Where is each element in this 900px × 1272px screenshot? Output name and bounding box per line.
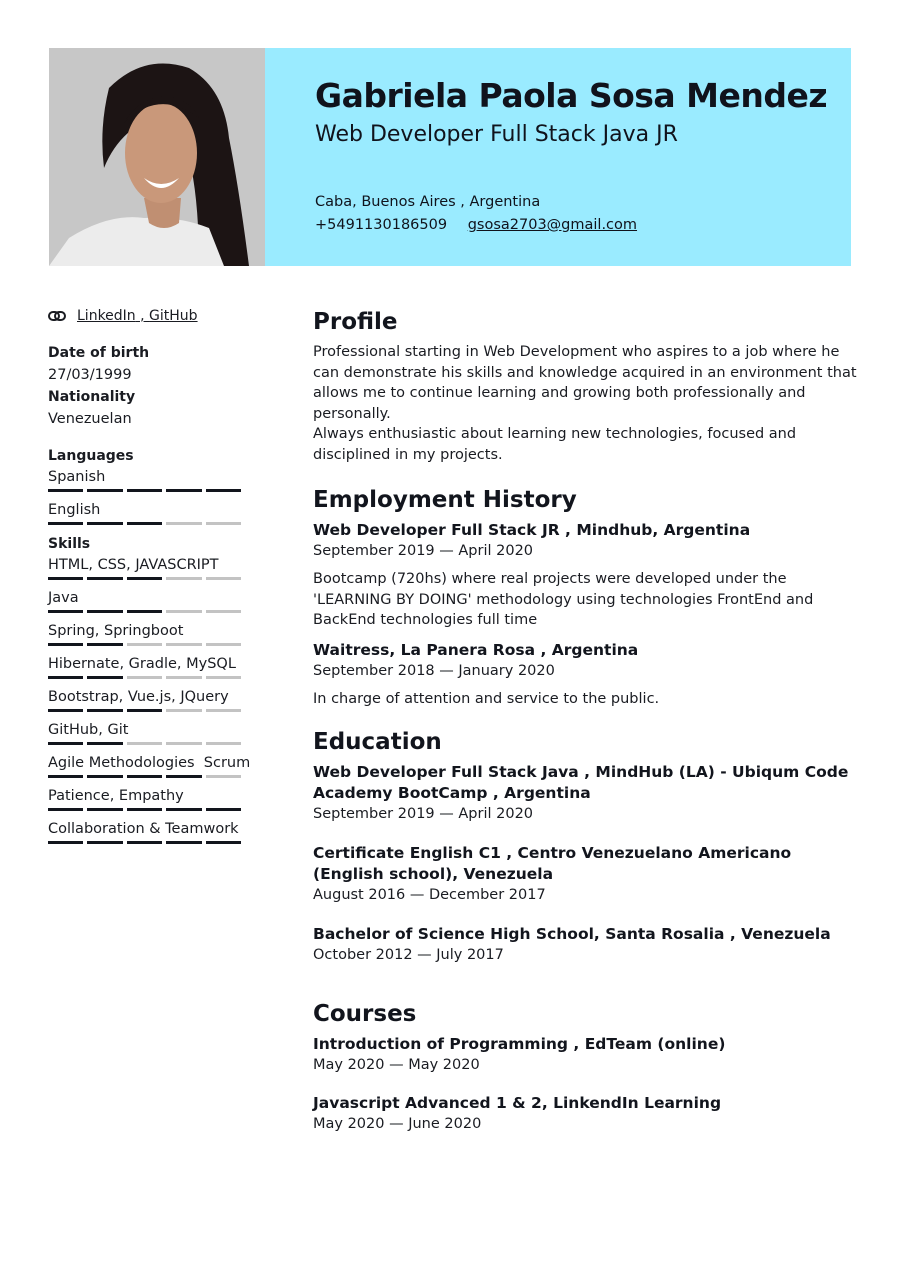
level-segment [48, 643, 83, 646]
level-segment [48, 742, 83, 745]
level-segment [206, 643, 241, 646]
email-link[interactable]: gsosa2703@gmail.com [467, 217, 638, 233]
skill-name: Patience, Empathy [48, 788, 184, 804]
profile-photo [49, 48, 265, 266]
nationality-label: Nationality [48, 389, 136, 405]
level-segment [127, 522, 162, 525]
course-title: Javascript Advanced 1 & 2, LinkendIn Learning [313, 1094, 722, 1112]
linkedin-link[interactable]: LinkedIn [77, 308, 136, 324]
level-segment [127, 489, 162, 492]
level-segment [166, 643, 201, 646]
job-date: September 2019 — April 2020 [313, 543, 534, 559]
level-segment [48, 709, 83, 712]
skill-name: Bootstrap, Vue.js, JQuery [48, 689, 229, 705]
sidebar [48, 306, 251, 853]
skill-name: Agile Methodologies Scrum [48, 755, 251, 771]
level-segment [87, 808, 122, 811]
level-segment [87, 577, 122, 580]
languages-list [48, 468, 243, 525]
level-segment [48, 676, 83, 679]
employment-heading: Employment History [313, 487, 577, 513]
github-link[interactable]: GitHub [149, 308, 198, 324]
skill-level-bar [48, 643, 243, 646]
contact-line [315, 217, 637, 233]
level-segment [206, 775, 241, 778]
level-segment [48, 808, 83, 811]
level-segment [127, 610, 162, 613]
level-segment [166, 709, 201, 712]
dob-label: Date of birth [48, 345, 150, 361]
education-date: September 2019 — April 2020 [313, 806, 534, 822]
level-segment [127, 709, 162, 712]
profile-heading: Profile [313, 309, 398, 335]
dob-value: 27/03/1999 [48, 367, 132, 383]
level-segment [127, 643, 162, 646]
course-date: May 2020 — June 2020 [313, 1116, 482, 1132]
level-segment [87, 610, 122, 613]
courses-heading: Courses [313, 1001, 417, 1027]
level-segment [206, 808, 241, 811]
level-segment [166, 676, 201, 679]
level-segment [87, 709, 122, 712]
level-segment [48, 522, 83, 525]
level-segment [206, 709, 241, 712]
course-title: Introduction of Programming , EdTeam (online) [313, 1035, 726, 1053]
level-segment [48, 841, 83, 844]
job-date: September 2018 — January 2020 [313, 662, 555, 679]
level-segment [206, 489, 241, 492]
language-level-bar [48, 489, 243, 492]
level-segment [166, 841, 201, 844]
level-segment [166, 610, 201, 613]
skill-name: Spring, Springboot [48, 623, 184, 639]
level-segment [48, 489, 83, 492]
skill-level-bar [48, 610, 243, 613]
level-segment [127, 676, 162, 679]
education-title: Certificate English C1 , Centro Venezuelano Americano (English school), Venezuela [313, 844, 792, 883]
level-segment [127, 808, 162, 811]
header-banner [49, 48, 851, 266]
level-segment [87, 841, 122, 844]
level-segment [206, 841, 241, 844]
level-segment [166, 775, 201, 778]
job-description: In charge of attention and service to the public. [313, 690, 660, 707]
level-segment [206, 610, 241, 613]
level-segment [206, 742, 241, 745]
level-segment [48, 610, 83, 613]
link-separator: , [135, 308, 150, 324]
level-segment [166, 742, 201, 745]
level-segment [166, 577, 201, 580]
level-segment [87, 742, 122, 745]
level-segment [166, 808, 201, 811]
language-level-bar [48, 522, 243, 525]
education-date: October 2012 — July 2017 [313, 947, 504, 963]
job-title-entry: Waitress, La Panera Rosa , Argentina [313, 640, 639, 659]
skill-name: GitHub, Git [48, 722, 129, 738]
level-segment [87, 643, 122, 646]
level-segment [87, 522, 122, 525]
level-segment [127, 775, 162, 778]
level-segment [127, 742, 162, 745]
education-title: Bachelor of Science High School, Santa Rosalia , Venezuela [313, 925, 831, 943]
education-date: August 2016 — December 2017 [313, 887, 546, 903]
job-description: Bootcamp (720hs) where real projects were developed under the 'LEARNING BY DOING' methodology using technologies FrontEnd and BackEnd technologies full time [313, 571, 814, 628]
skill-name: Java [48, 590, 79, 606]
level-segment [127, 577, 162, 580]
level-segment [87, 489, 122, 492]
skill-name: Hibernate, Gradle, MySQL [48, 656, 236, 672]
skill-level-bar [48, 742, 243, 745]
skill-level-bar [48, 808, 243, 811]
level-segment [127, 841, 162, 844]
main-content [313, 306, 858, 1135]
skills-title: Skills [48, 536, 91, 552]
skill-level-bar [48, 841, 243, 844]
link-icon [48, 310, 66, 322]
skill-level-bar [48, 577, 243, 580]
level-segment [48, 577, 83, 580]
education-title: Web Developer Full Stack Java , MindHub (LA) - Ubiqum Code Academy BootCamp , Argentina [313, 763, 849, 802]
profile-paragraph: Always enthusiastic about learning new technologies, focused and disciplined in my projects. [313, 426, 797, 463]
job-title: Web Developer Full Stack Java JR [315, 122, 678, 147]
skills-list [48, 556, 251, 844]
level-segment [206, 577, 241, 580]
skill-level-bar [48, 676, 243, 679]
course-date: May 2020 — May 2020 [313, 1057, 480, 1073]
skill-level-bar [48, 709, 243, 712]
level-segment [206, 676, 241, 679]
languages-title: Languages [48, 448, 134, 464]
candidate-name: Gabriela Paola Sosa Mendez [315, 76, 828, 115]
level-segment [87, 676, 122, 679]
level-segment [166, 489, 201, 492]
profile-paragraph: Professional starting in Web Development who aspires to a job where he can demonstrate his skills and knowledge acquired in an environment that allows me to continue learning and growing both professionally and personally. [313, 344, 857, 422]
phone: +5491130186509 [315, 217, 448, 233]
language-name: Spanish [48, 469, 106, 485]
level-segment [87, 775, 122, 778]
skill-name: Collaboration & Teamwork [48, 821, 239, 837]
language-name: English [48, 502, 101, 518]
level-segment [206, 522, 241, 525]
level-segment [48, 775, 83, 778]
nationality-value: Venezuelan [48, 411, 132, 427]
level-segment [166, 522, 201, 525]
links-row [48, 306, 243, 326]
job-title-entry: Web Developer Full Stack JR , Mindhub, Argentina [313, 521, 751, 539]
skill-name: HTML, CSS, JAVASCRIPT [48, 557, 219, 573]
education-heading: Education [313, 729, 442, 755]
skill-level-bar [48, 775, 243, 778]
location: Caba, Buenos Aires , Argentina [315, 194, 541, 210]
